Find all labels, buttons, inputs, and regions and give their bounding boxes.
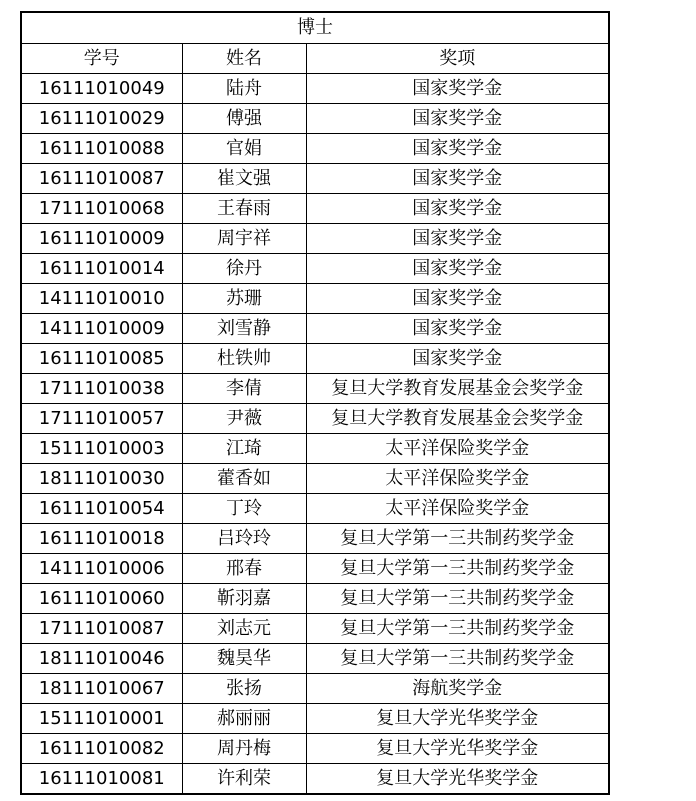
award-cell: 国家奖学金: [306, 104, 609, 134]
award-cell: 国家奖学金: [306, 284, 609, 314]
award-cell: 复旦大学光华奖学金: [306, 704, 609, 734]
table-row: [21, 494, 609, 524]
table-row: [21, 614, 609, 644]
award-cell: 复旦大学第一三共制药奖学金: [306, 584, 609, 614]
student-id-cell: 14111010009: [21, 314, 182, 344]
name-cell: 郝丽丽: [182, 704, 306, 734]
award-cell: 国家奖学金: [306, 194, 609, 224]
award-cell: 国家奖学金: [306, 74, 609, 104]
student-id-cell: 17111010087: [21, 614, 182, 644]
award-cell: 复旦大学教育发展基金会奖学金: [306, 374, 609, 404]
name-cell: 官娟: [182, 134, 306, 164]
name-cell: 邢春: [182, 554, 306, 584]
student-id-cell: 16111010054: [21, 494, 182, 524]
table-row: [21, 734, 609, 764]
student-id-cell: 16111010082: [21, 734, 182, 764]
name-cell: 苏珊: [182, 284, 306, 314]
name-cell: 李倩: [182, 374, 306, 404]
scholarship-table: [20, 11, 610, 795]
table-row: [21, 224, 609, 254]
student-id-cell: 16111010018: [21, 524, 182, 554]
name-cell: 尹薇: [182, 404, 306, 434]
award-cell: 复旦大学教育发展基金会奖学金: [306, 404, 609, 434]
table-row: [21, 104, 609, 134]
award-cell: 复旦大学第一三共制药奖学金: [306, 614, 609, 644]
student-id-cell: 16111010085: [21, 344, 182, 374]
table-row: [21, 584, 609, 614]
table-title-row: [21, 12, 609, 44]
name-cell: 丁玲: [182, 494, 306, 524]
table-row: [21, 644, 609, 674]
table-row: [21, 524, 609, 554]
name-cell: 许利荣: [182, 764, 306, 795]
award-cell: 国家奖学金: [306, 164, 609, 194]
table-row: [21, 164, 609, 194]
student-id-cell: 16111010014: [21, 254, 182, 284]
award-cell: 国家奖学金: [306, 224, 609, 254]
award-cell: 复旦大学第一三共制药奖学金: [306, 524, 609, 554]
table-row: [21, 554, 609, 584]
table-row: [21, 464, 609, 494]
student-id-cell: 17111010057: [21, 404, 182, 434]
header-student-id: 学号: [21, 44, 182, 74]
table-row: [21, 134, 609, 164]
table-row: [21, 374, 609, 404]
student-id-cell: 15111010003: [21, 434, 182, 464]
name-cell: 魏昊华: [182, 644, 306, 674]
award-cell: 海航奖学金: [306, 674, 609, 704]
table-row: [21, 194, 609, 224]
table-row: [21, 314, 609, 344]
name-cell: 张扬: [182, 674, 306, 704]
name-cell: 藿香如: [182, 464, 306, 494]
name-cell: 江琦: [182, 434, 306, 464]
table-row: [21, 404, 609, 434]
table-title: 博士: [21, 12, 609, 44]
student-id-cell: 18111010030: [21, 464, 182, 494]
table-row: [21, 434, 609, 464]
award-cell: 太平洋保险奖学金: [306, 494, 609, 524]
award-cell: 国家奖学金: [306, 344, 609, 374]
award-cell: 复旦大学第一三共制药奖学金: [306, 554, 609, 584]
name-cell: 徐丹: [182, 254, 306, 284]
award-cell: 国家奖学金: [306, 134, 609, 164]
award-cell: 太平洋保险奖学金: [306, 434, 609, 464]
student-id-cell: 14111010010: [21, 284, 182, 314]
name-cell: 刘志元: [182, 614, 306, 644]
name-cell: 王春雨: [182, 194, 306, 224]
student-id-cell: 18111010046: [21, 644, 182, 674]
table-row: [21, 704, 609, 734]
name-cell: 靳羽嘉: [182, 584, 306, 614]
student-id-cell: 18111010067: [21, 674, 182, 704]
name-cell: 吕玲玲: [182, 524, 306, 554]
student-id-cell: 14111010006: [21, 554, 182, 584]
award-cell: 复旦大学光华奖学金: [306, 764, 609, 795]
student-id-cell: 17111010068: [21, 194, 182, 224]
name-cell: 刘雪静: [182, 314, 306, 344]
name-cell: 傅强: [182, 104, 306, 134]
name-cell: 周丹梅: [182, 734, 306, 764]
student-id-cell: 16111010009: [21, 224, 182, 254]
table-row: [21, 74, 609, 104]
header-award: 奖项: [306, 44, 609, 74]
student-id-cell: 16111010049: [21, 74, 182, 104]
student-id-cell: 16111010060: [21, 584, 182, 614]
student-id-cell: 17111010038: [21, 374, 182, 404]
award-cell: 复旦大学第一三共制药奖学金: [306, 644, 609, 674]
award-cell: 复旦大学光华奖学金: [306, 734, 609, 764]
table-row: [21, 674, 609, 704]
table-row: [21, 254, 609, 284]
table-header-row: [21, 44, 609, 74]
name-cell: 崔文强: [182, 164, 306, 194]
student-id-cell: 16111010087: [21, 164, 182, 194]
award-cell: 太平洋保险奖学金: [306, 464, 609, 494]
name-cell: 杜铁帅: [182, 344, 306, 374]
header-name: 姓名: [182, 44, 306, 74]
table-row: [21, 344, 609, 374]
table-row: [21, 764, 609, 795]
name-cell: 周宇祥: [182, 224, 306, 254]
student-id-cell: 16111010081: [21, 764, 182, 795]
table-row: [21, 284, 609, 314]
name-cell: 陆舟: [182, 74, 306, 104]
student-id-cell: 15111010001: [21, 704, 182, 734]
student-id-cell: 16111010088: [21, 134, 182, 164]
student-id-cell: 16111010029: [21, 104, 182, 134]
award-cell: 国家奖学金: [306, 254, 609, 284]
award-cell: 国家奖学金: [306, 314, 609, 344]
